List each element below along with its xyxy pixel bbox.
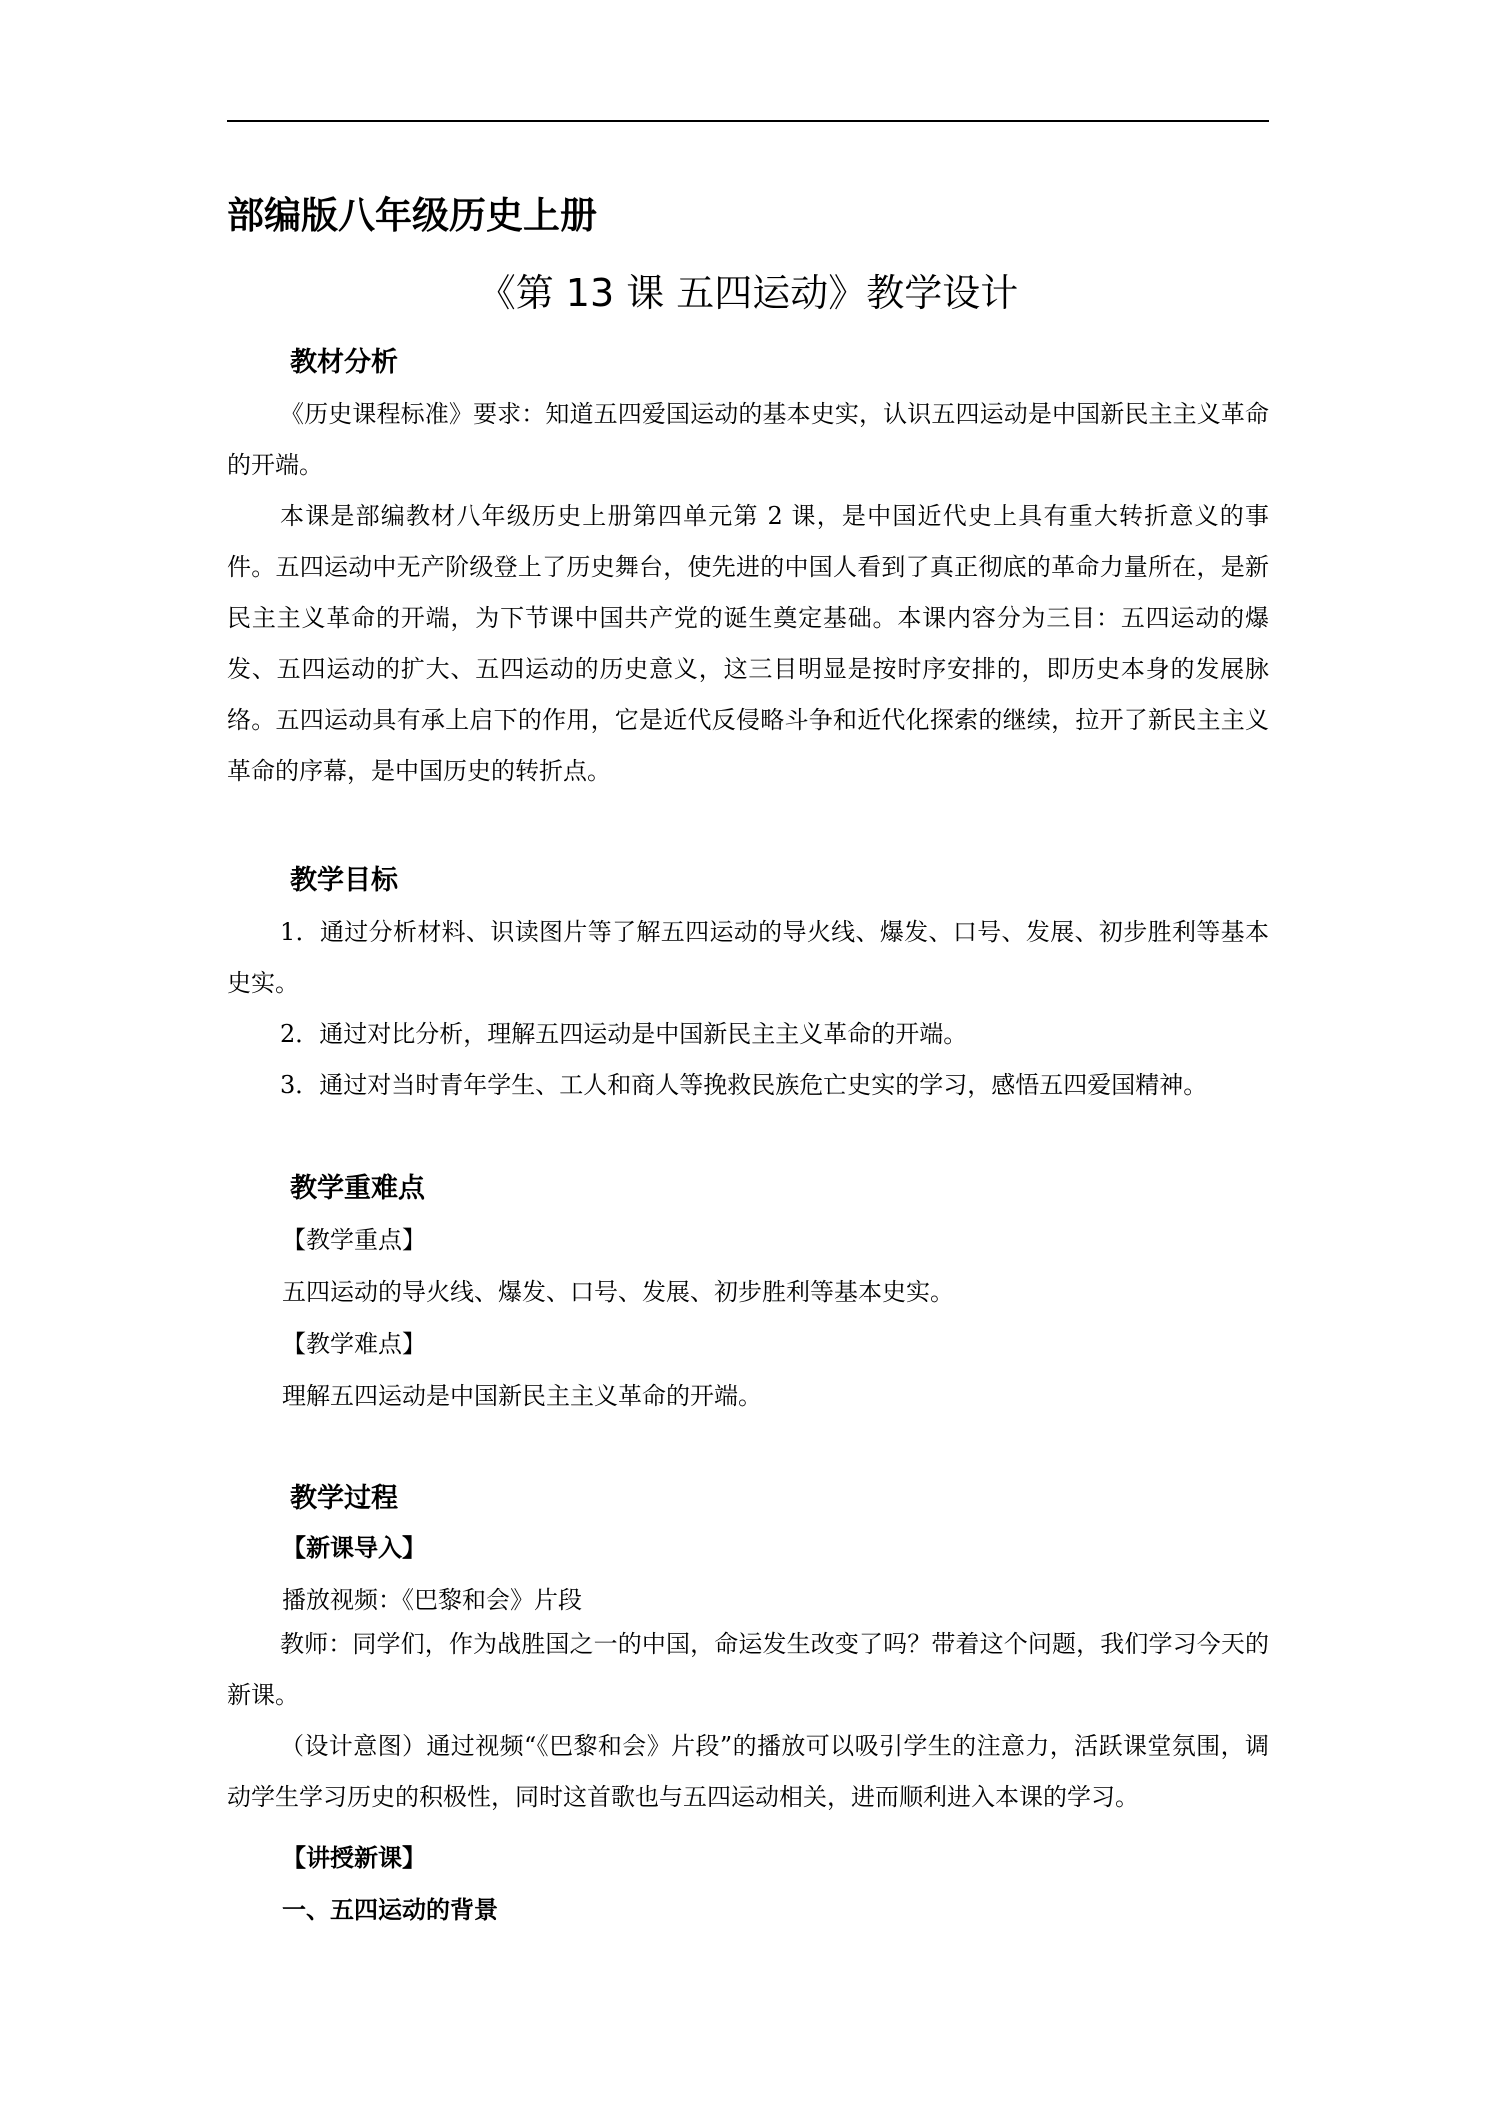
goal-2: 2．通过对比分析，理解五四运动是中国新民主主义革命的开端。 <box>280 1020 968 1048</box>
heading-textbook-analysis: 教材分析 <box>290 347 398 378</box>
heading-teaching-process: 教学过程 <box>290 1483 398 1514</box>
goal-3: 3．通过对当时青年学生、工人和商人等挽救民族危亡史实的学习，感悟五四爱国精神。 <box>280 1071 1208 1099</box>
label-difficult-point: 【教学难点】 <box>282 1330 426 1358</box>
heading-teaching-goals: 教学目标 <box>290 865 398 896</box>
paragraph-teacher-question: 教师：同学们，作为战胜国之一的中国，命运发生改变了吗？带着这个问题，我们学习今天的新课。 <box>227 1630 1269 1709</box>
heading-key-difficult-points: 教学重难点 <box>290 1173 425 1204</box>
label-teach-new-lesson: 【讲授新课】 <box>282 1843 426 1872</box>
text-key-point: 五四运动的导火线、爆发、口号、发展、初步胜利等基本史实。 <box>282 1278 954 1306</box>
label-new-lesson-intro: 【新课导入】 <box>282 1533 426 1562</box>
header-rule <box>227 120 1269 122</box>
heading-part-1-background: 一、五四运动的背景 <box>282 1895 498 1924</box>
text-difficult-point: 理解五四运动是中国新民主主义革命的开端。 <box>282 1382 762 1410</box>
paragraph-lesson-overview: 本课是部编教材八年级历史上册第四单元第 2 课，是中国近代史上具有重大转折意义的事件。五四运动中无产阶级登上了历史舞台，使先进的中国人看到了真正彻底的革命力量所在，是新民主主义革命的开端，为下节课中国共产党的诞生奠定基础。本课内容分为三目：五四运动的爆发、五四运动的扩大、五四运动的历史意义，这三目明显是按时序安排的，即历史本身的发展脉络。五四运动具有承上启下的作用，它是近代反侵略斗争和近代化探索的继续，拉开了新民主主义革命的序幕，是中国历史的转折点。 <box>227 502 1269 785</box>
label-key-point: 【教学重点】 <box>282 1226 426 1254</box>
doc-subtitle: 《第 13 课 五四运动》教学设计 <box>477 271 1019 315</box>
text-play-video: 播放视频：《巴黎和会》片段 <box>282 1586 582 1614</box>
paragraph-curriculum-standard: 《历史课程标准》要求：知道五四爱国运动的基本史实，认识五四运动是中国新民主主义革命的开端。 <box>227 400 1269 479</box>
goal-1: 1．通过分析材料、识读图片等了解五四运动的导火线、爆发、口号、发展、初步胜利等基本史实。 <box>227 918 1269 997</box>
doc-title: 部编版八年级历史上册 <box>227 194 597 237</box>
paragraph-design-intent: （设计意图）通过视频“《巴黎和会》片段”的播放可以吸引学生的注意力，活跃课堂氛围，调动学生学习历史的积极性，同时这首歌也与五四运动相关，进而顺利进入本课的学习。 <box>227 1732 1269 1811</box>
